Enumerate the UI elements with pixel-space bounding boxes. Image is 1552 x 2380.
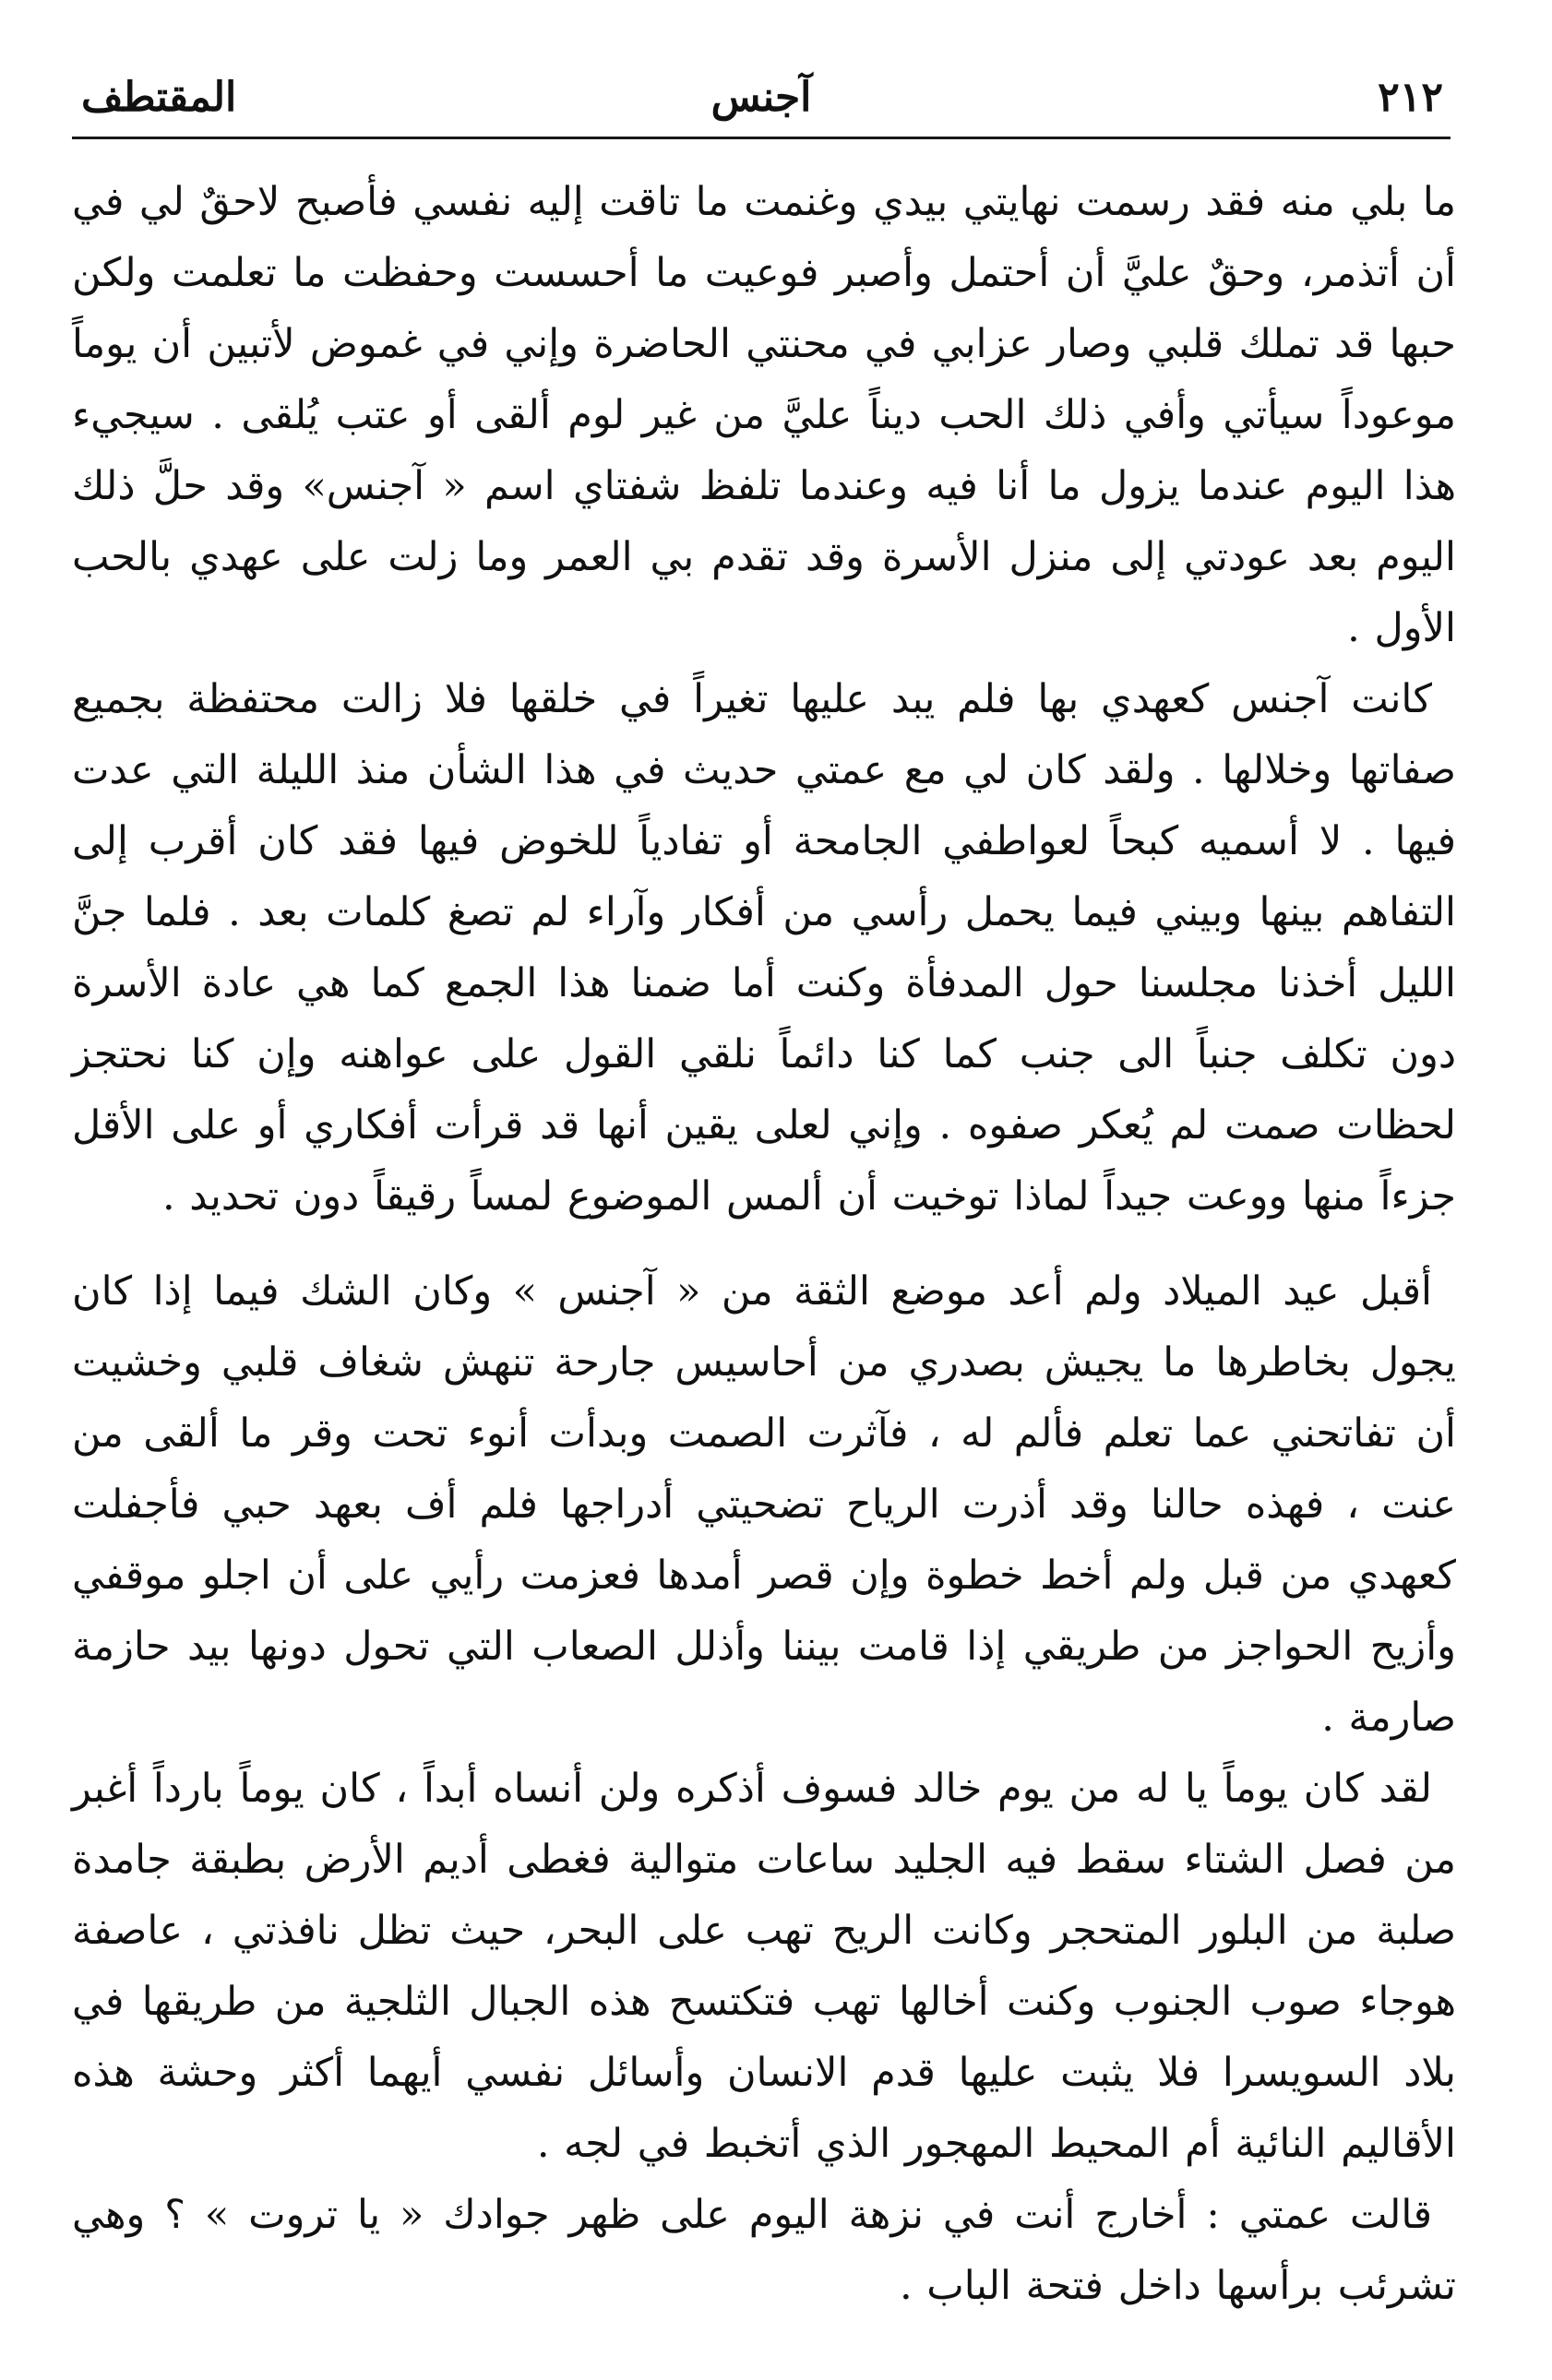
paragraph: لقد كان يوماً يا له من يوم خالد فسوف أذكره ولن أنساه أبداً ، كان يوماً بارداً أغبر من فصل الشتاء سقط فيه الجليد ساعات متوالية فغطى أديم الأرض بطبقة جامدة صلبة من البلور المتحجر وكانت الريح تهب على البحر، حيث تظل نافذتي ، عاصفة هوجاء صوب الجنوب وكنت أخالها تهب فتكتسح هذه الجبال الثلجية من طريقها في بلاد السويسرا فلا يثبت عليها قدم الانسان وأسائل نفسي أيهما أكثر وحشة هذه الأقاليم النائية أم المحيط المهجور الذي أتخبط في لجه . bbox=[72, 1766, 1456, 2167]
chapter-title: آجنس bbox=[710, 74, 812, 121]
body-text bbox=[72, 167, 1456, 2322]
paragraph: قالت عمتي : أخارج أنت في نزهة اليوم على ظهر جوادك « يا تروت » ؟ وهي تشرئب برأسها داخل فتحة الباب . bbox=[72, 2192, 1456, 2309]
paragraph: كانت آجنس كعهدي بها فلم يبد عليها تغيراً في خلقها فلا زالت محتفظة بجميع صفاتها وخلالها . ولقد كان لي مع عمتي حديث في هذا الشأن منذ الليلة التي عدت فيها . لا أسميه كبحاً لعواطفي الجامحة أو تفادياً للخوض فيها فقد كان أقرب إلى التفاهم بينها وبيني فيما يحمل رأسي من أفكار وآراء لم تصغ كلمات بعد . فلما جنَّ الليل أخذنا مجلسنا حول المدفأة وكنت أما ضمنا هذا الجمع كما هي عادة الأسرة دون تكلف جنباً الى جنب كما كنا دائماً نلقي القول على عواهنه وإن كنا نحتجز لحظات صمت لم يُعكر صفوه . وإني لعلى يقين أنها قد قرأت أفكاري أو على الأقل جزءاً منها ووعت جيداً لماذا توخيت أن ألمس الموضوع لمساً رقيقاً دون تحديد . bbox=[72, 676, 1456, 1220]
paragraph: أقبل عيد الميلاد ولم أعد موضع الثقة من « آجنس » وكان الشك فيما إذا كان يجول بخاطرها ما يجيش بصدري من أحاسيس جارحة تنهش شغاف قلبي وخشيت أن تفاتحني عما تعلم فألم له ، فآثرت الصمت وبدأت أنوء تحت وقر ما ألقى من عنت ، فهذه حالنا وقد أذرت الرياح تضحيتي أدراجها فلم أف بعهد حبي فأجفلت كعهدي من قبل ولم أخط خطوة وإن قصر أمدها فعزمت رأيي على أن اجلو موقفي وأزيح الحواجز من طريقي إذا قامت بيننا وأذلل الصعاب التي تحول دونها بيد حازمة صارمة . bbox=[72, 1268, 1456, 1741]
running-header bbox=[72, 65, 1451, 139]
book-page bbox=[72, 65, 1456, 2352]
magazine-name: المقتطف bbox=[81, 74, 237, 121]
paragraph: ما بلي منه فقد رسمت نهايتي بيدي وغنمت ما تاقت إليه نفسي فأصبح لاحقٌ لي في أن أتذمر، وحقٌ عليَّ أن أحتمل وأصبر فوعيت ما أحسست وحفظت ما تعلمت ولكن حبها قد تملك قلبي وصار عزابي في محنتي الحاضرة وإني في غموض لأتبين أن يوماً موعوداً سيأتي وأفي ذلك الحب ديناً عليَّ من غير لوم ألقى أو عتب يُلقى . سيجيء هذا اليوم عندما يزول ما أنا فيه وعندما تلفظ شفتاي اسم « آجنس» وقد حلَّ ذلك اليوم بعد عودتي إلى منزل الأسرة وقد تقدم بي العمر وما زلت على عهدي بالحب الأول . bbox=[72, 179, 1456, 651]
page-number: ٢١٢ bbox=[1378, 74, 1443, 121]
